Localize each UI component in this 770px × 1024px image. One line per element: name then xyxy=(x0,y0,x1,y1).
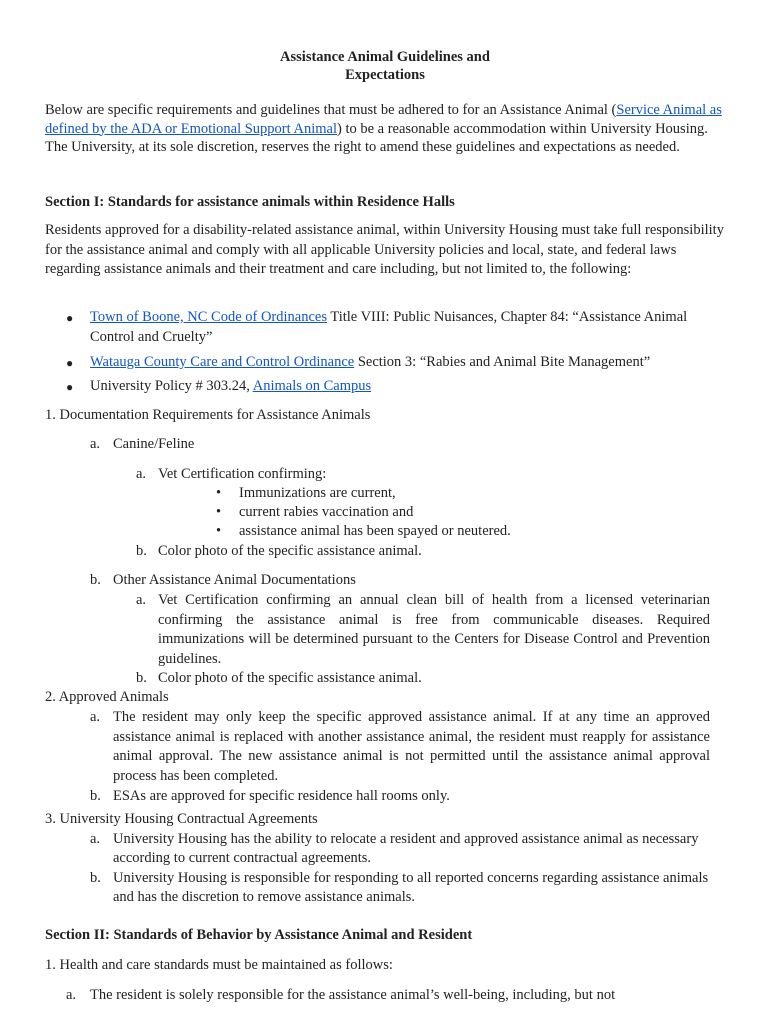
sub-bullet-marker: • xyxy=(216,485,222,501)
list-marker: b. xyxy=(90,572,101,588)
document-title-line1: Assistance Animal Guidelines and xyxy=(280,49,490,65)
list-marker: a. xyxy=(90,436,101,452)
list-item-1a: Canine/Feline xyxy=(113,436,195,452)
bullet-text: University Policy # 303.24, xyxy=(90,378,253,394)
list-item-2a: The resident may only keep the specific approved assistance animal. If at any time an approved assistance animal is replaced with another assistance animal, the resident must reapply for assistance animal approval. The new assistance animal is not permitted until the assistance animal approval process has been completed. xyxy=(113,709,710,784)
bullet-item-policy xyxy=(90,377,730,397)
list-marker: a. xyxy=(90,831,101,847)
intro-paragraph xyxy=(45,101,725,157)
section2-item-1: 1. Health and care standards must be maintained as follows: xyxy=(45,957,393,973)
list-item-3a: University Housing has the ability to relocate a resident and approved assistance animal as necessary according to current contractual agreements. xyxy=(113,831,699,866)
sub-bullet-item: current rabies vaccination and xyxy=(239,504,414,520)
bullet-marker: ● xyxy=(66,311,74,325)
list-marker: b. xyxy=(90,870,101,886)
bullet-text: Section 3: “Rabies and Animal Bite Management” xyxy=(354,354,651,370)
bullet-marker: ● xyxy=(66,356,74,370)
document-title-line2: Expectations xyxy=(345,67,425,83)
section1-paragraph: Residents approved for a disability-related assistance animal, within University Housing must take full responsibility for the assistance animal and comply with all applicable University policies and local, state, and federal laws regarding assistance animals and their treatment and care including, but not limited to, the following: xyxy=(45,222,724,277)
section2-heading: Section II: Standards of Behavior by Assistance Animal and Resident xyxy=(45,927,473,943)
bullet-text: Title VIII: Public Nuisances, Chapter 84: “Assistance Animal Control and Cruelty” xyxy=(90,309,688,345)
intro-text-after: ) to be a reasonable accommodation within University Housing. The University, at its sole discretion, reserves the right to amend these guidelines and expectations as needed. xyxy=(45,120,708,155)
section1-heading: Section I: Standards for assistance animals within Residence Halls xyxy=(45,194,455,210)
sub-bullet-marker: • xyxy=(216,523,222,539)
boone-code-link[interactable]: Town of Boone, NC Code of Ordinances xyxy=(90,309,327,325)
sub-bullet-item: Immunizations are current, xyxy=(239,485,396,501)
list-marker: a. xyxy=(136,592,147,608)
list-item-3b: University Housing is responsible for responding to all reported concerns regarding assistance animals and has the discretion to remove assistance animals. xyxy=(113,870,709,905)
section2-item-1a: The resident is solely responsible for the assistance animal’s well-being, including, but not xyxy=(90,987,616,1003)
bullet-marker: ● xyxy=(66,380,74,394)
service-animal-link[interactable]: Service Animal as defined by the ADA or Emotional Support Animal xyxy=(45,102,722,137)
list-marker: a. xyxy=(66,987,77,1003)
list-item-1: 1. Documentation Requirements for Assistance Animals xyxy=(45,407,371,423)
list-marker: a. xyxy=(90,709,101,725)
list-item-1a-a: Vet Certification confirming: xyxy=(158,466,327,482)
list-marker: a. xyxy=(136,466,147,482)
watauga-ordinance-link[interactable]: Watauga County Care and Control Ordinance xyxy=(90,354,355,370)
list-item-1a-b: Color photo of the specific assistance animal. xyxy=(158,543,422,559)
list-item-1b-a: Vet Certification confirming an annual clean bill of health from a licensed veterinarian confirming the assistance animal is free from communicable diseases. Required immunizations will be determined pursuant to the Centers for Disease Control and Prevention guidelines. xyxy=(158,592,710,667)
list-item-1b: Other Assistance Animal Documentations xyxy=(113,572,356,588)
bullet-item-boone xyxy=(90,308,730,347)
list-item-2: 2. Approved Animals xyxy=(45,689,169,705)
list-item-1b-b: Color photo of the specific assistance animal. xyxy=(158,670,422,686)
list-marker: b. xyxy=(90,788,101,804)
list-marker: b. xyxy=(136,670,147,686)
animals-on-campus-link[interactable]: Animals on Campus xyxy=(252,378,372,394)
sub-bullet-marker: • xyxy=(216,504,222,520)
list-marker: b. xyxy=(136,543,147,559)
intro-text-before: Below are specific requirements and guidelines that must be adhered to for an Assistance Animal ( xyxy=(45,102,617,118)
list-item-2b: ESAs are approved for specific residence hall rooms only. xyxy=(113,788,450,804)
bullet-item-watauga xyxy=(90,353,730,373)
list-item-3: 3. University Housing Contractual Agreements xyxy=(45,811,318,827)
sub-bullet-item: assistance animal has been spayed or neutered. xyxy=(239,523,511,539)
